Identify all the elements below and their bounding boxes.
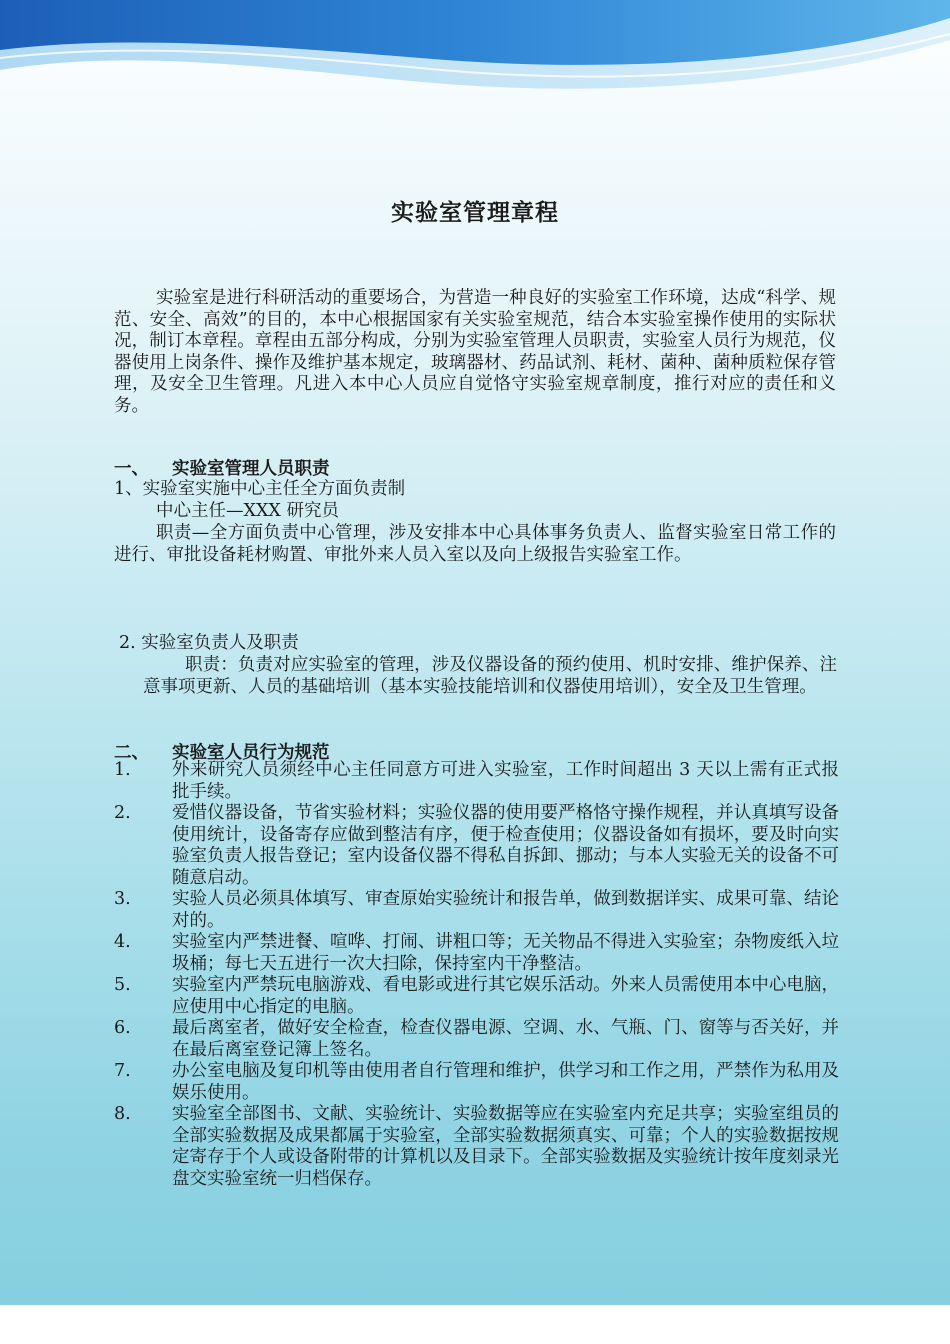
intro-paragraph: 实验室是进行科研活动的重要场合，为营造一种良好的实验室工作环境，达成“科学、规范、安全、高效”的目的，本中心根据国家有关实验室规范，结合本实验室操作使用的实际状况，制订本章程。章程由五部分构成，分别为实验室管理人员职责，实验室人员行为规范，仪器使用上岗条件、操作及维护基本规定，玻璃器材、药品试剂、耗材、菌种、菌种质粒保存管理，及安全卫生管理。凡进入本中心人员应自觉恪守实验室规章制度，推行对应的责任和义务。 [114, 288, 836, 416]
list-item: 5. 实验室内严禁玩电脑游戏、看电影或进行其它娱乐活动。外来人员需使用本中心电脑，应使用中心指定的电脑。 [114, 975, 839, 1017]
list-item: 6. 最后离室者，做好安全检查，检查仪器电源、空调、水、气瓶、门、窗等与否关好，并在最后离室登记簿上签名。 [114, 1018, 839, 1060]
document-title: 实验室管理章程 [391, 199, 559, 226]
section-title: 实验室管理人员职责 [172, 459, 330, 479]
item-2-duty: 职责：负责对应实验室的管理，涉及仪器设备的预约使用、机时安排、维护保养、注意事项更新、人员的基础培训（基本实验技能培训和仪器使用培训），安全及卫生管理。 [143, 655, 837, 697]
section-number: 二、 [114, 743, 149, 763]
list-item: 4. 实验室内严禁进餐、喧哗、打闹、讲粗口等；无关物品不得进入实验室；杂物废纸入垃圾桶；每七天五进行一次大扫除，保持室内干净整洁。 [114, 932, 839, 974]
list-item: 2. 爱惜仪器设备，节省实验材料；实验仪器的使用要严格恪守操作规程，并认真填写设备使用统计，设备寄存应做到整洁有序，便于检查使用；仪器设备如有损坏，要及时向实验室负责人报告登记；室内设备仪器不得私自拆卸、挪动；与本人实验无关的设备不可随意启动。 [114, 803, 839, 888]
item-1-title: 1、实验室实施中心主任全方面负责制 [114, 479, 406, 499]
section-number: 一、 [114, 459, 149, 479]
section-title: 实验室人员行为规范 [172, 743, 330, 763]
item-1-duty: 职责—全方面负责中心管理，涉及安排本中心具体事务负责人、监督实验室日常工作的进行、审批设备耗材购置、审批外来人员入室以及向上级报告实验室工作。 [114, 523, 836, 565]
item-2-title: 2. 实验室负责人及职责 [119, 633, 299, 653]
list-item: 7. 办公室电脑及复印机等由使用者自行管理和维护，供学习和工作之用，严禁作为私用及娱乐使用。 [114, 1061, 839, 1103]
list-item: 1. 外来研究人员须经中心主任同意方可进入实验室，工作时间超出 3 天以上需有正式报批手续。 [114, 760, 839, 802]
list-item: 3. 实验人员必须具体填写、审查原始实验统计和报告单，做到数据详实、成果可靠、结论对的。 [114, 889, 839, 931]
conduct-rules-list [114, 760, 839, 1190]
item-1-director: 中心主任—XXX 研究员 [156, 501, 339, 521]
list-item: 8. 实验室全部图书、文献、实验统计、实验数据等应在实验室内充足共享；实验室组员的全部实验数据及成果都属于实验室，全部实验数据须真实、可靠；个人的实验数据按规定寄存于个人或设备附带的计算机以及目录下。全部实验数据及实验统计按年度刻录光盘交实验室统一归档保存。 [114, 1104, 839, 1189]
section-heading-1 [114, 455, 330, 480]
